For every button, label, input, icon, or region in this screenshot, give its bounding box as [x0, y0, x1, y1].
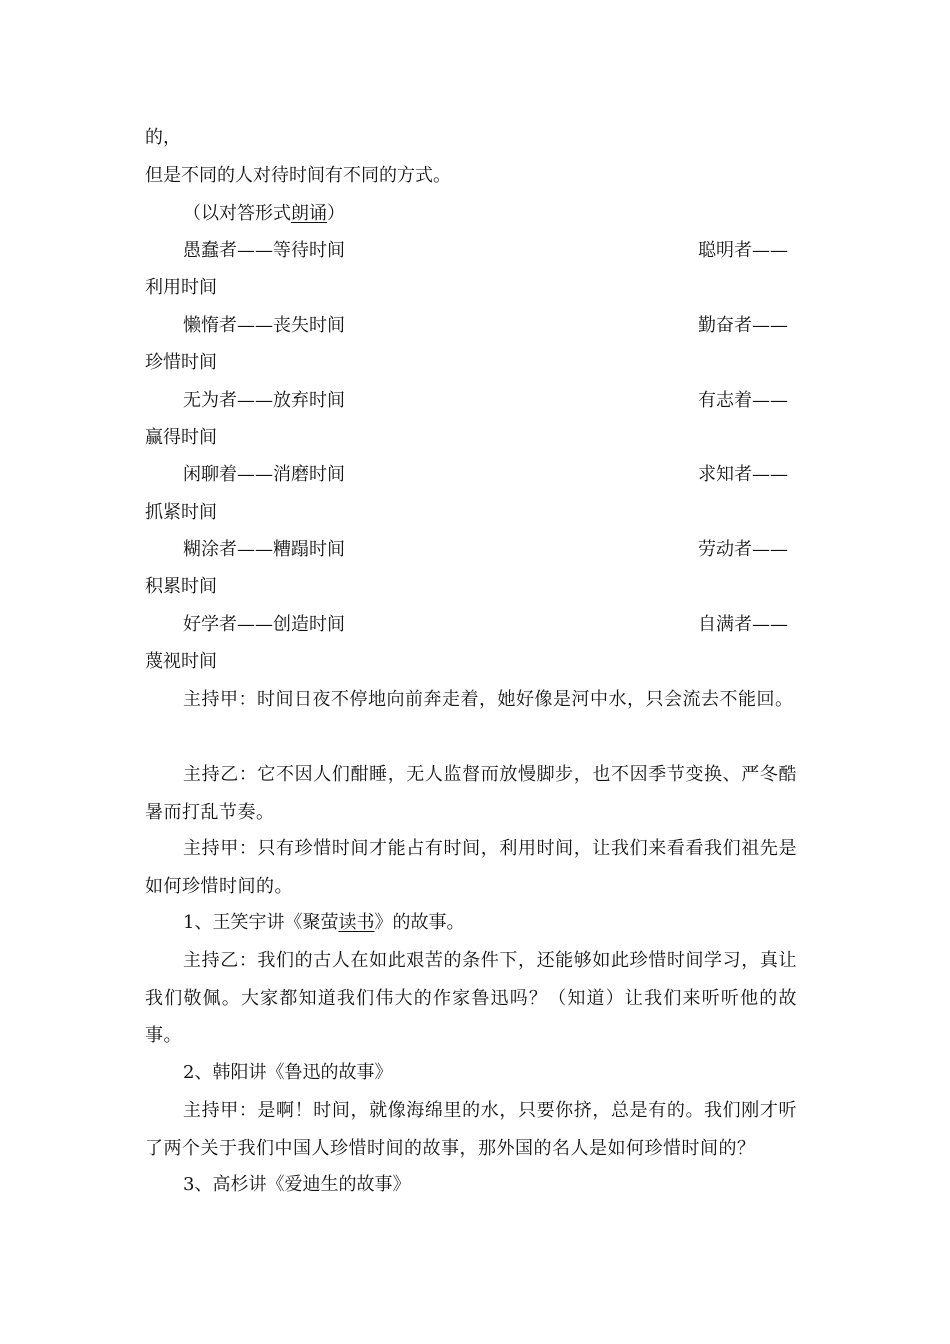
pair-left: 无为者——放弃时间: [183, 390, 345, 411]
pair-left: 愚蠢者——等待时间: [183, 240, 345, 261]
underlined-text: 朗诵: [291, 203, 327, 224]
underlined-text: 读书: [338, 912, 375, 933]
pair-right: 求知者——: [698, 464, 788, 485]
pair-left: 闲聊着——消磨时间: [183, 464, 345, 485]
program-item: [183, 911, 464, 935]
text-line: 的，: [145, 127, 181, 148]
pair-continuation: 赢得时间: [145, 427, 217, 448]
instruction-text: ）: [327, 203, 345, 224]
recitation-instruction: [183, 202, 345, 226]
pair-left: 懒惰者——丧失时间: [183, 315, 345, 336]
pair-continuation: 积累时间: [145, 576, 217, 597]
pair-continuation: 抓紧时间: [145, 502, 217, 523]
dialogue-paragraph: 主持甲：时间日夜不停地向前奔走着，她好像是河中水，只会流去不能回。: [183, 689, 794, 710]
dialogue-paragraph: 主持甲：是啊！时间，就像海绵里的水，只要你挤，总是有的。我们刚才听了两个关于我们中国人珍惜时间的故事，那外国的名人是如何珍惜时间的？: [145, 1100, 797, 1159]
pair-right: 聪明者——: [698, 240, 788, 261]
pair-right: 劳动者——: [698, 539, 788, 560]
dialogue-paragraph: 主持乙：它不因人们酣睡，无人监督而放慢脚步，也不因季节变换、严冬酷暑而打乱节奏。: [145, 764, 797, 823]
pair-right: 有志着——: [698, 390, 788, 411]
dialogue-paragraph: 主持乙：我们的古人在如此艰苦的条件下，还能够如此珍惜时间学习，真让我们敬佩。大家都知道我们伟大的作家鲁迅吗？（知道）让我们来听听他的故事。: [145, 950, 797, 1046]
program-item: 2、韩阳讲《鲁迅的故事》: [183, 1062, 393, 1083]
pair-left: 糊涂者——糟蹋时间: [183, 539, 345, 560]
pair-continuation: 珍惜时间: [145, 352, 217, 373]
program-item-text: 》的故事。: [374, 912, 465, 933]
instruction-text: （以对答形式: [183, 203, 291, 224]
pair-left: 好学者——创造时间: [183, 614, 345, 635]
dialogue-paragraph: 主持甲：只有珍惜时间才能占有时间，利用时间，让我们来看看我们祖先是如何珍惜时间的。: [145, 838, 797, 897]
program-item-text: 1、王笑宇讲《聚萤: [183, 912, 339, 933]
pair-right: 勤奋者——: [698, 315, 788, 336]
pair-continuation: 蔑视时间: [145, 651, 217, 672]
pair-right: 自满者——: [698, 614, 788, 635]
text-line: 但是不同的人对待时间有不同的方式。: [145, 165, 451, 186]
program-item: 3、高杉讲《爱迪生的故事》: [183, 1174, 411, 1195]
pair-continuation: 利用时间: [145, 277, 217, 298]
